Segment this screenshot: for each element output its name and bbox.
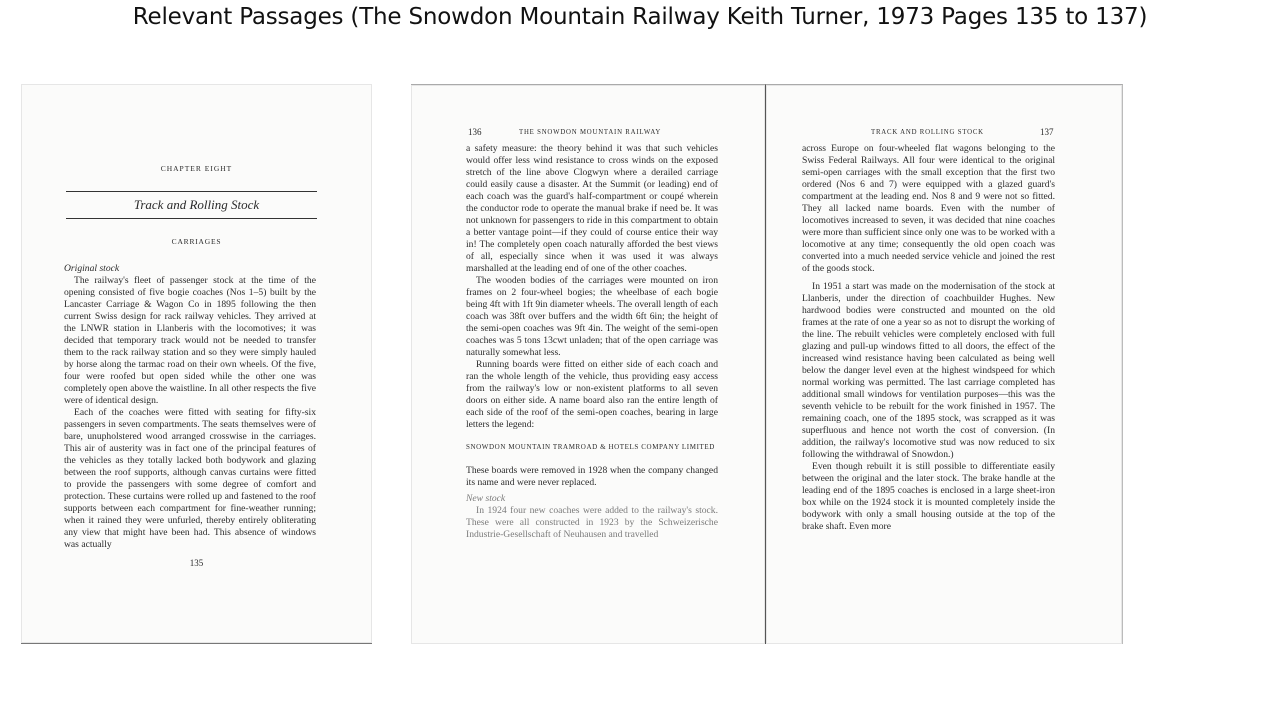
subheading-new-stock: New stock <box>466 493 506 504</box>
bleed-through-text <box>61 128 332 137</box>
body-text-137 <box>802 143 1055 533</box>
title-rule-top <box>66 191 317 192</box>
running-head-137: TRACK AND ROLLING STOCK <box>871 129 984 136</box>
paragraph: Running boards were fitted on either side of each coach and ran the whole length of the vehicle, thus providing easy access from the railway's low or non-existent platforms to all seven doors on either side. A name board also ran the entire length of each side of the roof of the semi-open coaches, bearing in large letters the legend: <box>466 359 718 430</box>
paragraph: Each of the coaches were fitted with seating for fifty-six passengers in seven compartments. The seats themselves were of bare, unupholstered wood arranged crosswise in the carriages. This air of austerity was in fact one of the principal features of the vehicles as they totally lacked both bodywork and glazing between the roof supports, although canvas curtains were fitted to provide the passengers with some degree of comfort and protection. These curtains were rolled up and fastened to the roof supports between each compartment for fine-weather running; when it rained they were unfurled, thereby entirely obliterating any view that might have been had. This absence of windows was actually <box>64 407 316 550</box>
paragraph: across Europe on four-wheeled flat wagons belonging to the Swiss Federal Railways. All four were identical to the original semi-open carriages with the small exception that the first two ordered (Nos 6 and 7) were equipped with a glazed guard's compartment at the leading end. Nos 8 and 9 were not so fitted. They all lacked name boards. Even with the number of locomotives increased to seven, it was decided that nine coaches were more than sufficient since only one was to be worked with a locomotive at any time; consequently the old open coach was converted into a much needed service vehicle and joined the rest of the goods stock. <box>802 143 1055 274</box>
body-text-136 <box>466 143 718 541</box>
paragraph: The railway's fleet of passenger stock at the time of the opening consisted of five bogie coaches (Nos 1–5) built by the Lancaster Carriage & Wagon Co in 1895 following the then current Swiss design for rack railway vehicles. They arrived at the LNWR station in Llanberis with the locomotives; it was decided that temporary track would not be needed to transfer them to the rack railway station and so they were simply hauled by horse along the tarmac road on their own wheels. Of the five, four were roofed but open sided while the other one was completely open above the waistline. In all other respects the five were of identical design. <box>64 275 316 406</box>
chapter-title: Track and Rolling Stock <box>133 197 260 212</box>
paragraph: In 1951 a start was made on the modernisation of the stock at Llanberis, under the direction of coachbuilder Hughes. New hardwood bodies were constructed and mounted on the old frames at the rate of one a year so as not to disrupt the working of the line. The rebuilt vehicles were completely enclosed with full glazing and pull-up windows fitted to all doors, the effect of the increased wind resistance having been calculated as being well below the danger level even at the highest windspeed for which normal working was permitted. The last carriage completed has additional small windows for ventilation purposes—this was the seventh vehicle to be rebuilt for the work finished in 1957. The remaining coach, one of the 1895 stock, was scrapped as it was superfluous and hence not worth the cost of conversion. (In addition, the railway's locomotive stud was now reduced to six following the withdrawal of Snowdon.) <box>802 281 1055 460</box>
book-page-136 <box>411 84 765 644</box>
running-head-136: THE SNOWDON MOUNTAIN RAILWAY <box>519 129 662 136</box>
section-heading: CARRIAGES <box>171 237 222 246</box>
paragraph: a safety measure: the theory behind it was that such vehicles would offer less wind resistance to cross winds on the exposed stretch of the line above Clogwyn where a derailed carriage could easily cause a disaster. At the Summit (or leading) end of each coach was the guard's half-compartment or coupé wherein the conductor rode to operate the manual brake if need be. It was not unknown for passengers to ride in this compartment to obtain a better vantage point—if they could of course entice their way in! The completely open coach naturally afforded the best views of all, especially since when it was used it was always marshalled at the leading end of one of the other coaches. <box>466 143 718 274</box>
book-page-135 <box>21 84 372 644</box>
slide-title: Relevant Passages (The Snowdon Mountain Railway Keith Turner, 1973 Pages 135 to 137) <box>132 4 1148 30</box>
paragraph: These boards were removed in 1928 when the company changed its name and were never replaced. <box>466 465 718 488</box>
paragraph: Even though rebuilt it is still possible to differentiate easily between the original and the later stock. The brake handle at the leading end of the 1895 coaches is enclosed in a large sheet-iron box while on the 1924 stock it is mounted completely inside the bodywork with only a small housing outside at the top of the brake shaft. Even more <box>802 461 1055 532</box>
book-page-137 <box>765 84 1123 644</box>
title-rule-bottom <box>66 218 317 219</box>
folio-137: 137 <box>1040 127 1054 137</box>
paragraph: The wooden bodies of the carriages were mounted on iron frames on 2 four-wheel bogies; the wheelbase of each bogie being 4ft with 1ft 9in diameter wheels. The overall length of each coach was 38ft over buffers and the width 6ft 6in; the height of the semi-open coaches was 9ft 4in. The weight of the semi-open coaches was 5 tons 13cwt unladen; that of the open carriage was naturally somewhat less. <box>466 275 718 358</box>
folio-136: 136 <box>468 127 482 137</box>
subheading-original-stock: Original stock <box>64 263 120 274</box>
chapter-label: CHAPTER EIGHT <box>160 164 233 173</box>
body-text-135 <box>64 259 316 551</box>
legend-text: SNOWDON MOUNTAIN TRAMROAD & HOTELS COMPANY LIMITED <box>466 443 715 451</box>
folio-135: 135 <box>189 558 204 568</box>
paragraph: In 1924 four new coaches were added to the railway's stock. These were all constructed in 1923 by the Schweizerische Industrie-Gesellschaft of Neuhausen and travelled <box>466 505 718 540</box>
